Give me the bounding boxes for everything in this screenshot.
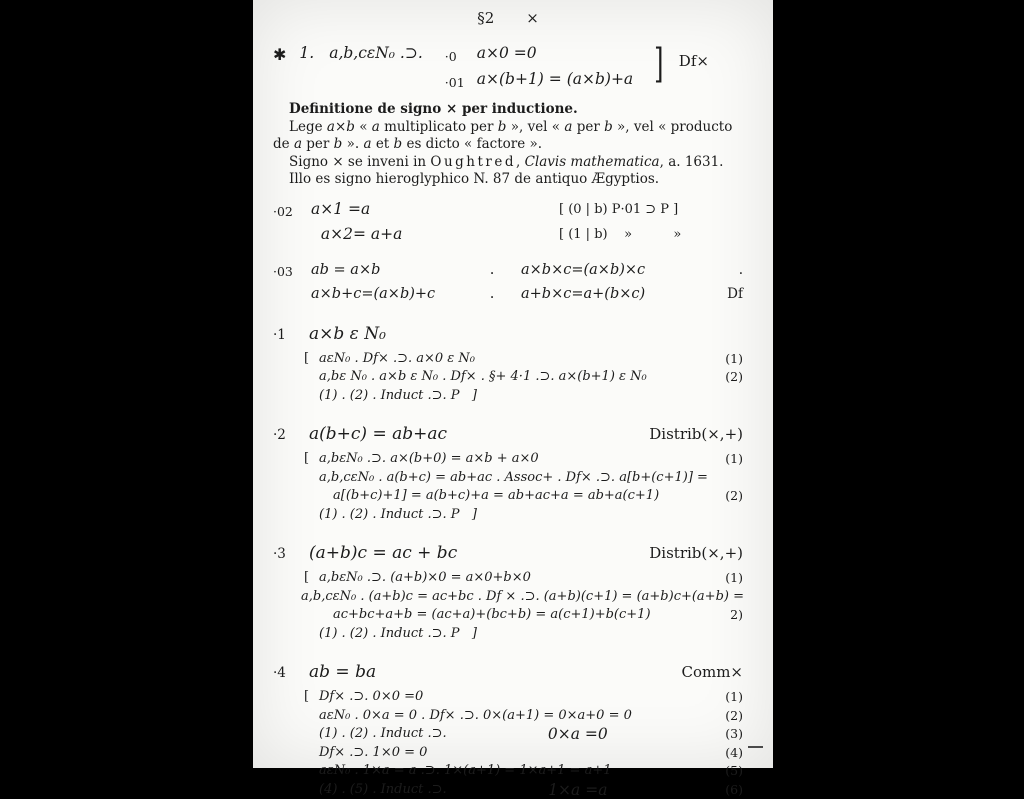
proof-annotation: [ (0 | b) P·01 ⊃ P ] [559, 198, 678, 223]
proof-reference: (2) [709, 368, 743, 387]
section-number: §2 [477, 9, 494, 27]
document-page [253, 0, 773, 768]
proof-reference: (2) [709, 487, 743, 506]
proof-reference: (5) [709, 762, 743, 781]
text-segment: a [294, 136, 302, 152]
theorem-2-block [273, 424, 743, 524]
theorem-statement-row [273, 324, 743, 344]
proposition-formula: a+b×c=a+(b×c) [521, 283, 699, 305]
definition-line-number: ·0 [445, 42, 477, 68]
proof-line [319, 762, 743, 781]
proof-line [319, 707, 743, 726]
proposition-line-number [273, 283, 311, 305]
proof-block [273, 450, 743, 524]
closing-bracket: ] [654, 42, 663, 86]
proof-line [319, 469, 743, 488]
theorem-number: ·2 [273, 427, 309, 443]
note-paragraph [273, 171, 743, 189]
proposition-line-number: ·03 [273, 259, 311, 283]
theorem-tag: Distrib(×,+) [649, 425, 743, 443]
text-segment: a [372, 119, 380, 135]
proposition-02-block [273, 198, 743, 246]
text-segment: b [394, 136, 403, 152]
proof-reference: (1) [709, 450, 743, 469]
proof-line [319, 625, 743, 644]
proposition-line-number: ·02 [273, 198, 311, 223]
text-segment: a [564, 119, 572, 135]
proof-line [319, 387, 743, 406]
proof-block [273, 688, 743, 799]
theorem-statement: (a+b)c = ac + bc [309, 543, 649, 563]
note-paragraph [273, 101, 743, 119]
theorem-statement-row [273, 424, 743, 444]
text-segment: a×b [327, 119, 355, 135]
text-segment: », vel « [506, 119, 564, 135]
proof-reference [709, 387, 743, 406]
theorem-statement-row [273, 543, 743, 563]
separator-dot: . [463, 259, 521, 283]
theorem-tag: Distrib(×,+) [649, 544, 743, 562]
proof-line [319, 744, 743, 763]
open-bracket: [ [304, 688, 309, 707]
proposition-formula: ab = a×b [311, 259, 463, 283]
proof-text: Df× .⊃. 1×0 = 0 [319, 744, 709, 763]
text-segment: Clavis mathematica [525, 154, 660, 170]
proof-text: aεN₀ . 0×a = 0 . Df× .⊃. 0×(a+1) = 0×a+0 = 0 [319, 707, 709, 726]
proof-line [319, 781, 743, 799]
proof-line [319, 368, 743, 387]
theorem-statement: a×b ε N₀ [309, 324, 743, 344]
proposition-line-number [273, 223, 311, 246]
proof-line [319, 725, 743, 744]
text-segment: et [372, 136, 394, 152]
theorem-tag: Comm× [681, 663, 743, 681]
proof-reference: (2) [709, 707, 743, 726]
text-segment: Illo es signo hieroglyphico N. 87 de antiquo Ægyptios. [289, 171, 659, 187]
theorem-4-block [273, 662, 743, 799]
proof-line [319, 569, 743, 588]
proof-text: a,bεN₀ .⊃. (a+b)×0 = a×0+b×0 [319, 569, 709, 588]
proof-text: aεN₀ . Df× .⊃. a×0 ε N₀ [319, 350, 709, 369]
proof-text: (1) . (2) . Induct .⊃. P ] [319, 387, 709, 406]
theorem-number: ·1 [273, 327, 309, 343]
theorem-number: ·3 [273, 546, 309, 562]
proof-block [273, 350, 743, 406]
proposition-formula: a×b+c=(a×b)+c [311, 283, 463, 305]
text-segment: b [604, 119, 613, 135]
proof-reference: (6) [709, 781, 743, 799]
page-header [273, 6, 743, 27]
proof-text: a[(b+c)+1] = a(b+c)+a = ab+ac+a = ab+a(c+1) [333, 487, 709, 506]
asterisk-icon: ✱ [273, 42, 286, 64]
proposition-formula: a×b×c=(a×b)×c [521, 259, 699, 283]
text-segment: ». [342, 136, 363, 152]
theorem-1-block [273, 324, 743, 406]
open-bracket: [ [304, 450, 309, 469]
text-segment: Lege [289, 119, 327, 135]
proposition-number: 1. [299, 42, 314, 62]
theorem-number: ·4 [273, 665, 309, 681]
theorem-statement: ab = ba [309, 662, 681, 682]
proof-text: a,bε N₀ . a×b ε N₀ . Df× . §+ 4·1 .⊃. a×(b+1) ε N₀ [319, 368, 709, 387]
proposition-formula: a×1 =a [311, 198, 559, 223]
df-label: Df [699, 283, 743, 305]
proof-block [273, 569, 743, 643]
text-segment: Signo × se inveni in [289, 154, 430, 170]
theorem-3-block [273, 543, 743, 643]
proof-line [319, 350, 743, 369]
proposition-formula: a×2= a+a [311, 223, 559, 246]
proof-line [319, 450, 743, 469]
multiplication-sign-header: × [526, 9, 539, 27]
hypothesis-formula: a,b,cεN₀ .⊃. [329, 42, 423, 62]
proof-reference: (4) [709, 744, 743, 763]
proof-text: (1) . (2) . Induct .⊃. P ] [319, 506, 743, 525]
df-label: Df× [679, 42, 709, 70]
text-segment: « [355, 119, 372, 135]
proposition-03-block [273, 259, 743, 305]
proof-line [301, 588, 743, 607]
definition-formula: a×0 =0 [477, 42, 537, 68]
proof-text: ac+bc+a+b = (ac+a)+(bc+b) = a(c+1)+b(c+1) [333, 606, 709, 625]
definition-line [445, 68, 633, 94]
proof-reference: (3) [709, 725, 743, 744]
text-segment: es dicto « factore ». [402, 136, 542, 152]
text-segment: Definitione de signo × per inductione. [289, 101, 578, 117]
text-segment: Oughtred [430, 154, 516, 170]
row-end-mark: . [699, 259, 743, 283]
proof-text: a,b,cεN₀ . a(b+c) = ab+ac . Assoc+ . Df× .⊃. a[b+(c+1)] = [319, 469, 743, 488]
proof-text: aεN₀ . 1×a = a .⊃. 1×(a+1) = 1×a+1 = a+1 [319, 762, 709, 781]
theorem-statement: a(b+c) = ab+ac [309, 424, 649, 444]
proof-text: Df× .⊃. 0×0 =0 [319, 688, 709, 707]
text-segment: per [572, 119, 604, 135]
open-bracket: [ [304, 569, 309, 588]
theorem-statement-row [273, 662, 743, 682]
definition-line [445, 42, 633, 68]
proof-reference: (1) [709, 688, 743, 707]
proof-reference: (1) [709, 569, 743, 588]
separator-dot: . [463, 283, 521, 305]
proof-reference: (1) [709, 350, 743, 369]
proof-reference: 2) [709, 606, 743, 625]
proposition-row [273, 259, 743, 283]
text-segment: a [363, 136, 371, 152]
proof-line [319, 688, 743, 707]
text-segment: per [302, 136, 334, 152]
proposition-row [273, 283, 743, 305]
explanatory-notes [273, 101, 743, 189]
proof-line [333, 606, 743, 625]
note-paragraph [273, 154, 743, 172]
proof-text: (1) . (2) . Induct .⊃. [319, 725, 447, 744]
proof-line [333, 487, 743, 506]
proposition-row [273, 198, 743, 223]
scan-artifact-dash [748, 746, 763, 748]
proof-line [319, 506, 743, 525]
proof-text: (1) . (2) . Induct .⊃. P ] [319, 625, 743, 644]
proof-annotation: [ (1 | b) » » [559, 223, 681, 246]
proof-text: a,b,cεN₀ . (a+b)c = ac+bc . Df × .⊃. (a+b)(c+1) = (a+b)c+(a+b) = [301, 588, 744, 607]
text-segment: multiplicato per [380, 119, 498, 135]
proposition-1-definition [273, 42, 767, 94]
definition-formula: a×(b+1) = (a×b)+a [477, 68, 633, 94]
text-segment: b [334, 136, 343, 152]
definition-line-number: ·01 [445, 68, 477, 94]
text-segment: , [516, 154, 525, 170]
note-paragraph [273, 119, 743, 154]
text-segment: b [498, 119, 507, 135]
definition-column [445, 42, 633, 94]
open-bracket: [ [304, 350, 309, 369]
text-segment: , a. 1631. [660, 154, 724, 170]
text-segment: », vel « producto de [273, 119, 732, 153]
proof-result-formula: 1×a =a [447, 781, 709, 799]
proof-text: a,bεN₀ .⊃. a×(b+0) = a×b + a×0 [319, 450, 709, 469]
proposition-row [273, 223, 743, 246]
proof-text: (4) . (5) . Induct .⊃. [319, 781, 447, 799]
proof-result-formula: 0×a =0 [447, 725, 709, 744]
